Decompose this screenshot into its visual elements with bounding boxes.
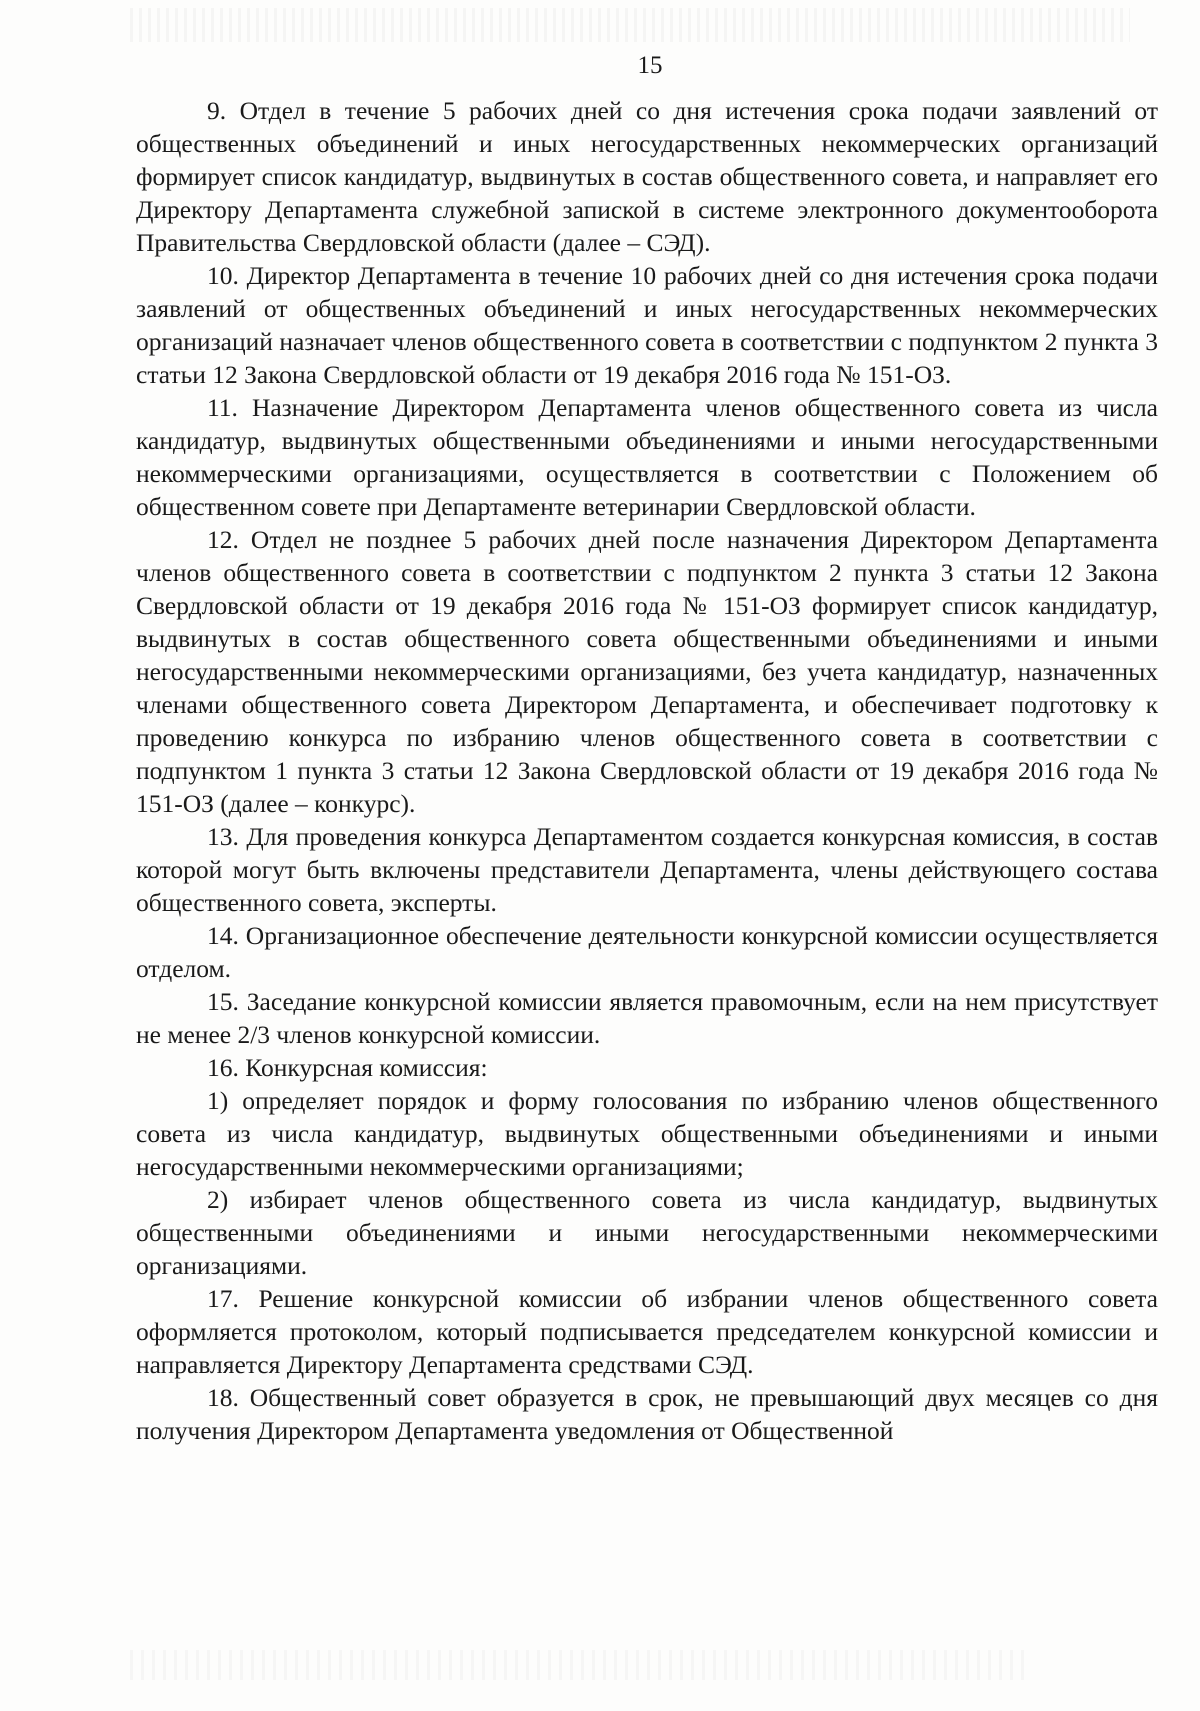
scan-artifact-bottom xyxy=(130,1650,1030,1680)
paragraph-11: 11. Назначение Директором Департамента членов общественного совета из числа кандидатур, выдвинутых общественными объединениями и иными негосударственными некоммерческими организациями, осуществляется в соответствии с Положением об общественном совете при Департаменте ветеринарии Свердловской области. xyxy=(136,393,1158,521)
paragraph-16: 16. Конкурсная комиссия: xyxy=(207,1053,488,1082)
paragraph-10: 10. Директор Департамента в течение 10 рабочих дней со дня истечения срока подачи заявлений от общественных объединений и иных негосударственных некоммерческих организаций назначает членов общественного совета в соответствии с подпунктом 2 пункта 3 статьи 12 Закона Свердловской области от 19 декабря 2016 года № 151-ОЗ. xyxy=(136,261,1158,389)
paragraph-14: 14. Организационное обеспечение деятельности конкурсной комиссии осуществляется отделом. xyxy=(136,921,1158,983)
paragraph-18: 18. Общественный совет образуется в срок, не превышающий двух месяцев со дня получения Директором Департамента уведомления от Общественной xyxy=(136,1383,1158,1445)
page-number: 15 xyxy=(637,52,663,79)
paragraph-16-item-1: 1) определяет порядок и форму голосования по избранию членов общественного совета из числа кандидатур, выдвинутых общественными объединениями и иными негосударственными некоммерческими организациями; xyxy=(136,1086,1158,1181)
paragraph-15: 15. Заседание конкурсной комиссии является правомочным, если на нем присутствует не менее 2/3 членов конкурсной комиссии. xyxy=(136,987,1158,1049)
paragraph-12: 12. Отдел не позднее 5 рабочих дней после назначения Директором Департамента членов общественного совета в соответствии с подпунктом 2 пункта 3 статьи 12 Закона Свердловской области от 19 декабря 2016 года № 151-ОЗ формирует список кандидатур, выдвинутых в состав общественного совета общественными объединениями и иными негосударственными некоммерческими организациями, без учета кандидатур, назначенных членами общественного совета Директором Департамента, и обеспечивает подготовку к проведению конкурса по избранию членов общественного совета в соответствии с подпунктом 1 пункта 3 статьи 12 Закона Свердловской области от 19 декабря 2016 года № 151-ОЗ (далее – конкурс). xyxy=(136,525,1158,818)
document-body xyxy=(136,94,1158,1447)
scan-artifact-top xyxy=(130,8,1130,42)
paragraph-16-item-2: 2) избирает членов общественного совета из числа кандидатур, выдвинутых общественными объединениями и иными негосударственными некоммерческими организациями. xyxy=(136,1185,1158,1280)
paragraph-13: 13. Для проведения конкурса Департаментом создается конкурсная комиссия, в состав которой могут быть включены представители Департамента, члены действующего состава общественного совета, эксперты. xyxy=(136,822,1158,917)
paragraph-17: 17. Решение конкурсной комиссии об избрании членов общественного совета оформляется протоколом, который подписывается председателем конкурсной комиссии и направляется Директору Департамента средствами СЭД. xyxy=(136,1284,1158,1379)
paragraph-9: 9. Отдел в течение 5 рабочих дней со дня истечения срока подачи заявлений от общественных объединений и иных негосударственных некоммерческих организаций формирует список кандидатур, выдвинутых в состав общественного совета, и направляет его Директору Департамента служебной запиской в системе электронного документооборота Правительства Свердловской области (далее – СЭД). xyxy=(136,96,1158,257)
